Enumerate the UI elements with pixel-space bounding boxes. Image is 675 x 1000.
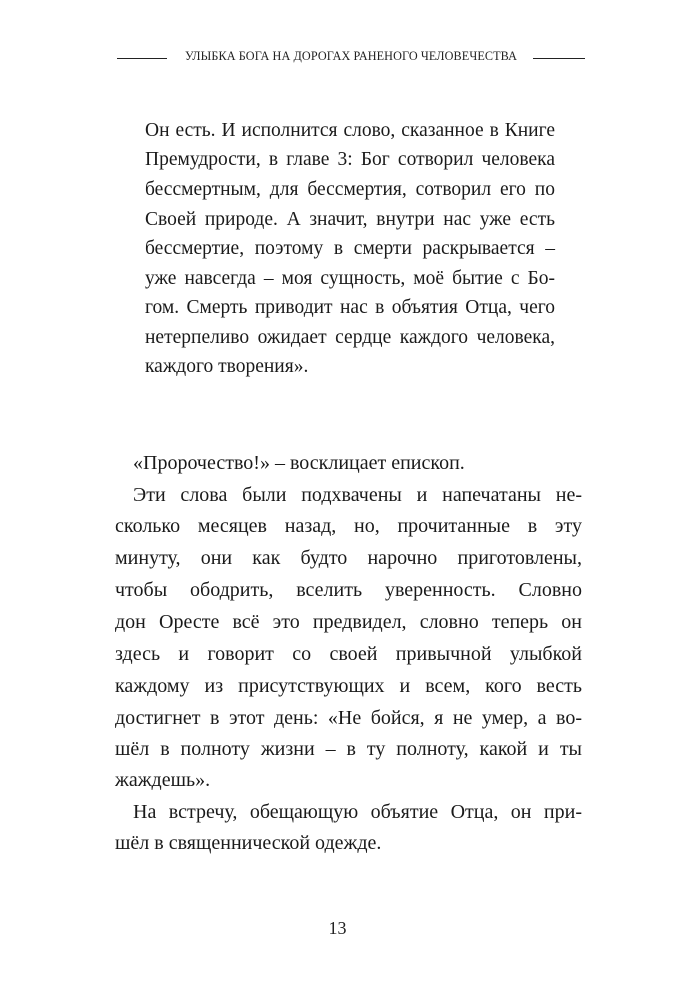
running-title: УЛЫБКА БОГА НА ДОРОГАХ РАНЕНОГО ЧЕЛОВЕЧЕСТВА	[184, 49, 518, 63]
quote-line: каждого творения».	[145, 356, 309, 377]
quote-line: уже навсегда – моя сущность, моё бытие с Бо-	[145, 268, 555, 289]
paragraph-line: сколько месяцев назад, но, прочитанные в эту	[115, 515, 582, 537]
paragraph-line: каждому из присутствующих и всем, кого весть	[115, 675, 582, 697]
quote-line: Премудрости, в главе 3: Бог сотворил человека	[145, 149, 555, 170]
header-rule-left	[117, 58, 167, 59]
paragraph-line: минуту, они как будто нарочно приготовлены,	[115, 547, 582, 569]
header-rule-right	[533, 58, 585, 59]
paragraph-line: На встречу, обещающую объятие Отца, он при-	[133, 801, 582, 823]
paragraph-line: достигнет в этот день: «Не бойся, я не умер, а во-	[115, 707, 582, 729]
paragraph-line: жаждешь».	[115, 769, 211, 791]
paragraph-line: шёл в полноту жизни – в ту полноту, какой и ты	[115, 738, 582, 760]
paragraph-line: чтобы ободрить, вселить уверенность. Словно	[115, 579, 582, 601]
paragraph-line: дон Оресте всё это предвидел, словно теперь он	[115, 611, 582, 633]
running-header	[0, 48, 675, 68]
quote-line: Он есть. И исполнится слово, сказанное в Книге	[145, 120, 555, 141]
quote-line: гом. Смерть приводит нас в объятия Отца, чего	[145, 297, 555, 318]
paragraph-line: Эти слова были подхвачены и напечатаны не-	[133, 484, 582, 506]
paragraph-line: здесь и говорит со своей привычной улыбкой	[115, 643, 582, 665]
quote-line: бессмертным, для бессмертия, сотворил его по	[145, 179, 555, 200]
paragraph-line: шёл в священнической одежде.	[115, 832, 382, 854]
quote-line: Своей природе. А значит, внутри нас уже есть	[145, 209, 555, 230]
quote-line: нетерпеливо ожидает сердце каждого человека,	[145, 327, 555, 348]
page-number: 13	[328, 918, 347, 938]
paragraph-line: «Пророчество!» – восклицает епископ.	[133, 452, 465, 474]
quote-line: бессмертие, поэтому в смерти раскрывается –	[145, 238, 555, 259]
